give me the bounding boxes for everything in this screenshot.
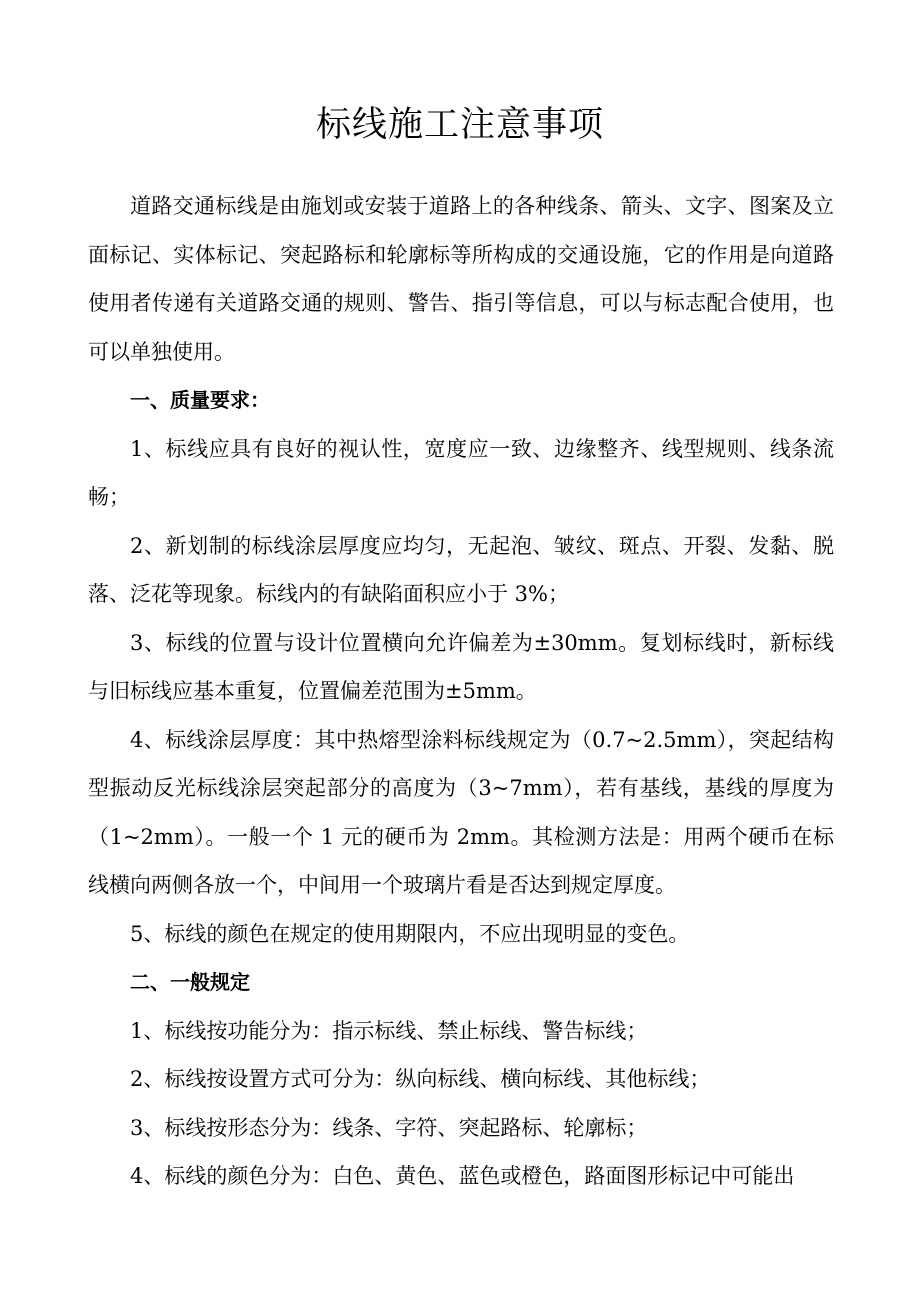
general-item-4: 4、标线的颜色分为：白色、黄色、蓝色或橙色，路面图形标记中可能出 [130,1164,795,1188]
general-item-3: 3、标线按形态分为：线条、字符、突起路标、轮廓标； [130,1115,648,1140]
quality-item-3: 3、标线的位置与设计位置横向允许偏差为±30mm。复划标线时，新标线与旧标线应基本重复，位置偏差范围为±5mm。 [88,630,834,703]
section-heading-general: 二、一般规定 [130,970,250,994]
general-item-1: 1、标线按功能分为：指示标线、禁止标线、警告标线； [130,1018,648,1043]
general-item-2: 2、标线按设置方式可分为：纵向标线、横向标线、其他标线； [130,1067,711,1091]
quality-item-1: 1、标线应具有良好的视认性，宽度应一致、边缘整齐、线型规则、线条流畅； [88,436,834,509]
quality-item-4: 4、标线涂层厚度：其中热熔型涂料标线规定为（0.7~2.5mm），突起结构型振动反光标线涂层突起部分的高度为（3~7mm），若有基线，基线的厚度为（1~2mm）。一般一个 1 元的硬币为 2mm。其检测方法是：用两个硬币在标线横向两侧各放一个，中间用一个玻璃片看是否达到规定厚度。 [88,727,834,897]
document-body [88,182,834,1201]
section-heading-quality: 一、质量要求： [130,388,270,412]
quality-item-5: 5、标线的颜色在规定的使用期限内，不应出现明显的变色。 [130,921,690,946]
intro-paragraph: 道路交通标线是由施划或安装于道路上的各种线条、箭头、文字、图案及立面标记、实体标记、突起路标和轮廓标等所构成的交通设施，它的作用是向道路使用者传递有关道路交通的规则、警告、指引等信息，可以与标志配合使用，也可以单独使用。 [88,194,834,364]
document-title: 标线施工注意事项 [315,105,604,145]
quality-item-2: 2、新划制的标线涂层厚度应均匀，无起泡、皱纹、斑点、开裂、发黏、脱落、泛花等现象。标线内的有缺陷面积应小于 3%； [88,533,834,606]
